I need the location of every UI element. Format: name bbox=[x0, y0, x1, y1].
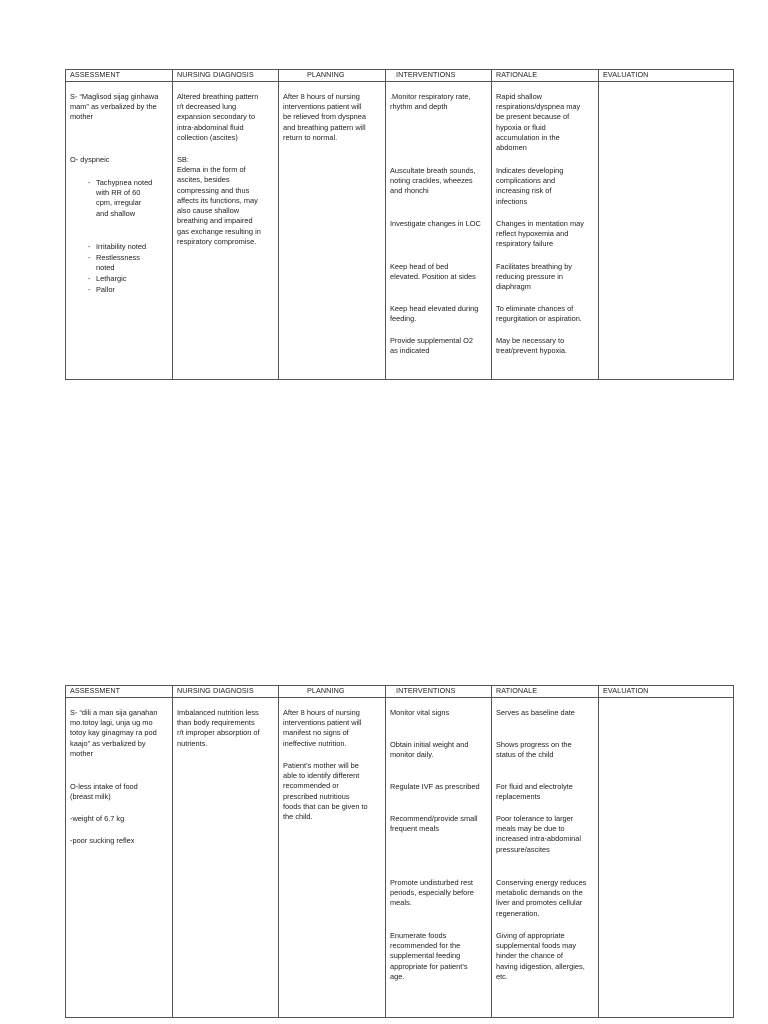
rationale-item: Conserving energy reduces metabolic demands on the liver and promotes cellular regeneration. bbox=[496, 878, 587, 918]
intervention-item: Keep head elevated during feeding. bbox=[390, 304, 479, 324]
subjective-data: S- “Maglisod sijag ginhawa mam” as verbalized by the mother bbox=[70, 92, 159, 122]
intervention-item: Regulate IVF as prescribed bbox=[390, 782, 480, 791]
rationale-item: Indicates developing complications and increasing risk of infections bbox=[496, 166, 564, 206]
rationale-item: May be necessary to treat/prevent hypoxia. bbox=[496, 336, 568, 356]
cue-item: - Irritability noted bbox=[96, 242, 166, 252]
rationale-cell bbox=[492, 698, 599, 1018]
intervention-item: Enumerate foods recommended for the supplemental feeding appropriate for patient’s age. bbox=[390, 931, 468, 981]
assessment-cell bbox=[66, 698, 173, 1018]
content-row bbox=[66, 82, 734, 380]
interventions-cell bbox=[386, 82, 492, 380]
rationale-item: Poor tolerance to larger meals may be due to increased intra-abdominal pressure/ascites bbox=[496, 814, 582, 854]
header-nursing-diagnosis: NURSING DIAGNOSIS bbox=[173, 70, 279, 82]
care-plan-table-1 bbox=[65, 69, 734, 380]
diagnosis-sb: SB: Edema in the form of ascites, besides compressing and thus affects its functions, may also cause shallow breathing and impaired gas exchange resulting in respiratory compromise. bbox=[177, 155, 261, 246]
intervention-item: Investigate changes in LOC bbox=[390, 219, 481, 228]
planning-goal: After 8 hours of nursing interventions patient will be relieved from dyspnea and breathing pattern will return to normal. bbox=[283, 92, 366, 142]
intervention-item: Provide supplemental O2 as indicated bbox=[390, 336, 473, 356]
rationale-item: For fluid and electrolyte replacements bbox=[496, 782, 573, 802]
planning-cell bbox=[279, 698, 386, 1018]
diagnosis-cell bbox=[173, 698, 279, 1018]
planning-goal: Patient’s mother will be able to identify different recommended or prescribed nutritious foods that can be given to the child. bbox=[283, 761, 368, 822]
cue-item: - Lethargic bbox=[96, 274, 166, 284]
assessment-cell bbox=[66, 82, 173, 380]
header-evaluation: EVALUATION bbox=[599, 70, 734, 82]
intervention-item: Obtain initial weight and monitor daily. bbox=[390, 740, 469, 760]
header-assessment: ASSESSMENT bbox=[66, 686, 173, 698]
weight-data: -weight of 6.7 kg bbox=[70, 814, 125, 823]
header-evaluation: EVALUATION bbox=[599, 686, 734, 698]
intervention-item: .Monitor respiratory rate, rhythm and depth bbox=[390, 92, 471, 112]
header-rationale: RATIONALE bbox=[492, 686, 599, 698]
header-nursing-diagnosis: NURSING DIAGNOSIS bbox=[173, 686, 279, 698]
objective-data: O-less intake of food (breast milk) bbox=[70, 782, 138, 802]
cue-item: - Restlessness noted bbox=[96, 253, 166, 273]
rationale-item: To eliminate chances of regurgitation or aspiration. bbox=[496, 304, 582, 324]
intervention-item: Recommend/provide small frequent meals bbox=[390, 814, 478, 834]
intervention-item: Monitor vital signs bbox=[390, 708, 450, 717]
rationale-item: Changes in mentation may reflect hypoxemia and respiratory failure bbox=[496, 219, 584, 249]
interventions-cell bbox=[386, 698, 492, 1018]
intervention-item: Promote undisturbed rest periods, especially before meals. bbox=[390, 878, 474, 908]
care-plan-table-2 bbox=[65, 685, 734, 1018]
rationale-item: Serves as baseline date bbox=[496, 708, 575, 717]
header-interventions: INTERVENTIONS bbox=[386, 70, 492, 82]
cue-item: - Pallor bbox=[96, 285, 166, 295]
rationale-item: Shows progress on the status of the child bbox=[496, 740, 572, 760]
header-rationale: RATIONALE bbox=[492, 70, 599, 82]
subjective-data: S- “dili a man sija ganahan mo.totoy lagi, unja ug mo totoy kay ginagmay ra pod kaajo” as verbalized by mother bbox=[70, 708, 158, 758]
diagnosis-cell bbox=[173, 82, 279, 380]
evaluation-cell bbox=[599, 82, 734, 380]
rationale-item: Facilitates breathing by reducing pressure in diaphragm bbox=[496, 262, 572, 292]
header-planning: PLANNING bbox=[279, 70, 386, 82]
diagnosis-statement: Imbalanced nutrition less than body requirements r/t improper absorption of nutrients. bbox=[177, 708, 260, 748]
header-row bbox=[66, 686, 734, 698]
planning-cell bbox=[279, 82, 386, 380]
header-interventions: INTERVENTIONS bbox=[386, 686, 492, 698]
cue-item: - Tachypnea noted with RR of 60 cpm, irregular and shallow bbox=[96, 178, 166, 219]
intervention-item: Auscultate breath sounds, noting crackles, wheezes and rhonchi bbox=[390, 166, 476, 196]
rationale-item: Rapid shallow respirations/dyspnea may be present because of hypoxia or fluid accumulation in the abdomen bbox=[496, 92, 581, 153]
diagnosis-statement: Altered breathing pattern r/t decreased lung expansion secondary to intra-abdominal fluid collection (ascites) bbox=[177, 92, 259, 142]
objective-data: O- dyspneic bbox=[70, 155, 110, 164]
content-row bbox=[66, 698, 734, 1018]
rationale-item: Giving of appropriate supplemental foods may hinder the chance of having idigestion, allergies, etc. bbox=[496, 931, 585, 981]
intervention-item: Keep head of bed elevated. Position at sides bbox=[390, 262, 476, 282]
header-row bbox=[66, 70, 734, 82]
planning-goal: After 8 hours of nursing interventions patient will manifest no signs of ineffective nutrition. bbox=[283, 708, 362, 748]
reflex-data: -poor sucking reflex bbox=[70, 836, 135, 845]
rationale-cell bbox=[492, 82, 599, 380]
evaluation-cell bbox=[599, 698, 734, 1018]
header-assessment: ASSESSMENT bbox=[66, 70, 173, 82]
header-planning: PLANNING bbox=[279, 686, 386, 698]
